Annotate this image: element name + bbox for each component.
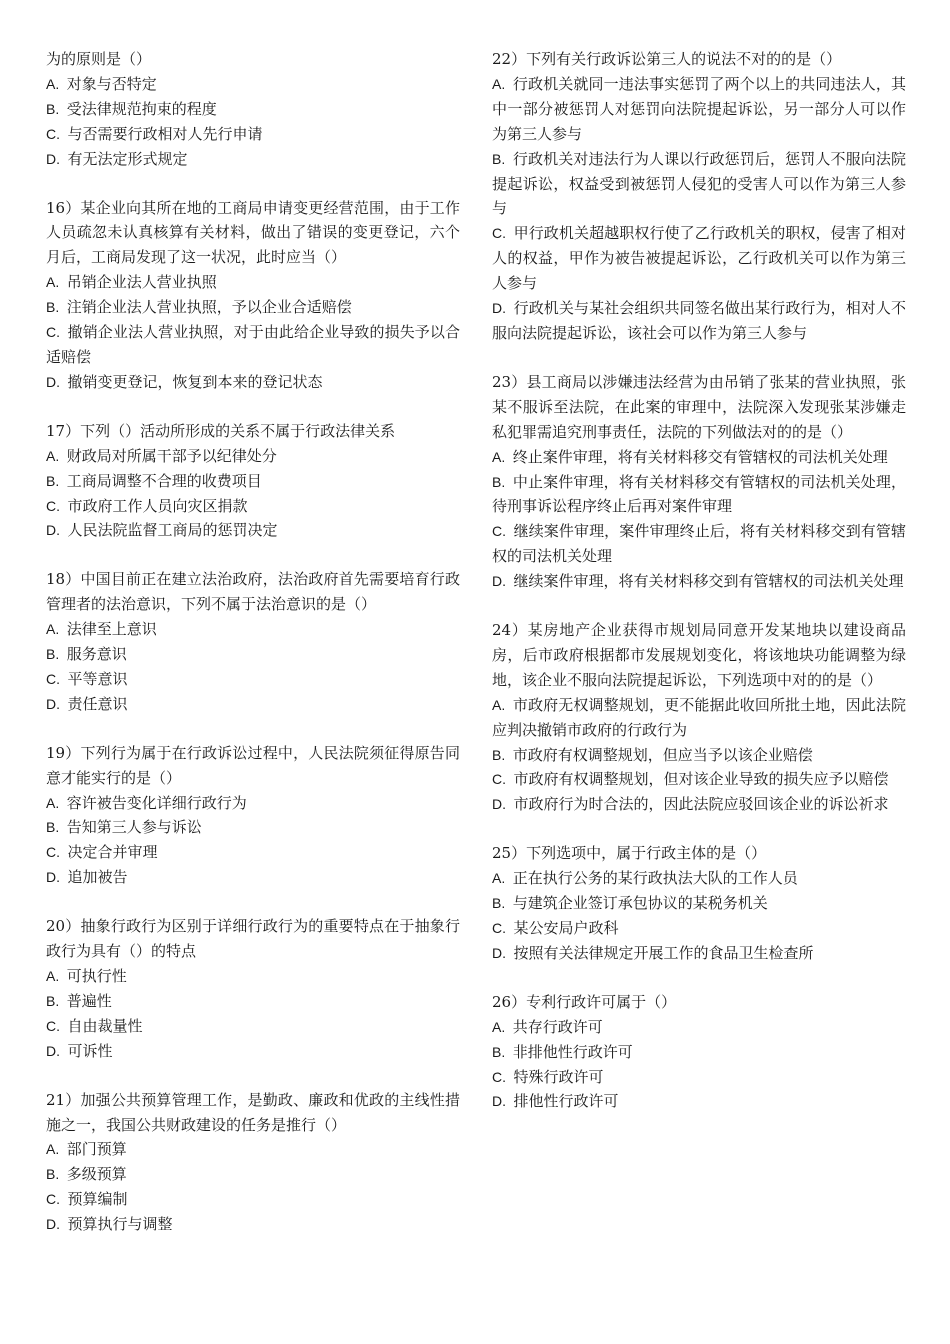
option-text: 告知第三人参与诉讼 [66, 818, 202, 837]
option-text: 服务意识 [66, 645, 127, 664]
option-text: 按照有关法律规定开展工作的食品卫生检查所 [513, 943, 814, 962]
question-block [46, 47, 460, 172]
option-letter: B. [46, 1166, 60, 1183]
question-stem: 20）抽象行政行为区别于详细行政行为的重要特点在于抽象行政行为具有（）的特点 [46, 917, 460, 961]
option-letter: C. [492, 920, 506, 936]
answer-option [46, 964, 460, 989]
answer-option [46, 1137, 460, 1162]
answer-option [46, 1039, 460, 1064]
option-text: 撤销变更登记，恢复到本来的登记状态 [67, 372, 323, 391]
option-letter: A. [492, 75, 506, 92]
option-text: 预算编制 [67, 1190, 128, 1209]
option-letter: D. [46, 373, 60, 390]
option-letter: B. [492, 150, 506, 167]
option-text: 继续案件审理，将有关材料移交到有管辖权的司法机关处理 [513, 572, 904, 591]
option-letter: C. [46, 497, 60, 514]
option-letter: C. [492, 1068, 506, 1085]
right-column [492, 47, 906, 1138]
answer-option [46, 122, 460, 147]
option-letter: D. [46, 695, 60, 712]
answer-option [492, 72, 906, 147]
option-text: 财政局对所属干部予以纪律处分 [66, 446, 277, 465]
option-text: 工商局调整不合理的收费项目 [66, 471, 262, 490]
answer-option [46, 72, 460, 97]
answer-option [46, 815, 460, 840]
answer-option [492, 1089, 906, 1114]
option-text: 自由裁量性 [67, 1016, 143, 1035]
answer-option [492, 519, 906, 569]
answer-option [492, 693, 906, 743]
answer-option [46, 270, 460, 295]
option-letter: B. [492, 1043, 506, 1060]
option-text: 普遍性 [66, 991, 112, 1010]
option-letter: D. [46, 522, 60, 539]
option-letter: A. [46, 621, 60, 638]
answer-option [46, 494, 460, 519]
answer-option [492, 1040, 906, 1065]
question-block [492, 47, 906, 346]
answer-option [46, 1212, 460, 1237]
option-text: 可执行性 [66, 967, 127, 985]
answer-option [46, 840, 460, 865]
option-text: 人民法院监督工商局的惩罚决定 [67, 521, 278, 540]
question-stem: 16）某企业向其所在地的工商局申请变更经营范围，由于工作人员疏忽未认真核算有关材料，做出了错误的变更登记，六个月后，工商局发现了这一状况，此时应当（） [46, 198, 460, 267]
option-text: 吊销企业法人营业执照 [66, 273, 217, 292]
question-block [492, 618, 906, 817]
answer-option [46, 295, 460, 320]
question-stem: 为的原则是（） [46, 50, 152, 68]
option-text: 行政机关就同一违法事实惩罚了两个以上的共同违法人，其中一部分被惩罚人对惩罚向法院提起诉讼，另一部分人可以作为第三人参与 [492, 74, 906, 143]
answer-option [492, 445, 906, 470]
question-block [492, 370, 906, 594]
option-text: 容许被告变化详细行政行为 [66, 793, 247, 812]
option-letter: A. [492, 448, 506, 465]
option-text: 对象与否特定 [66, 74, 157, 93]
option-text: 追加被告 [67, 868, 128, 887]
option-text: 预算执行与调整 [67, 1215, 173, 1234]
option-letter: A. [46, 75, 60, 92]
option-letter: B. [46, 100, 60, 117]
answer-option [46, 370, 460, 395]
option-text: 行政机关对违法行为人课以行政惩罚后，惩罚人不服向法院提起诉讼，权益受到被惩罚人侵犯的受害人可以作为第三人参与 [492, 149, 906, 218]
answer-option [492, 296, 906, 346]
option-text: 终止案件审理，将有关材料移交有管辖权的司法机关处理 [512, 447, 888, 466]
question-stem: 17）下列（）活动所形成的关系不属于行政法律关系 [46, 421, 396, 440]
question-stem: 23）县工商局以涉嫌违法经营为由吊销了张某的营业执照，张某不服诉至法院，在此案的审理中，法院深入发现张某涉嫌走私犯罪需追究刑事责任，法院的下列做法对的的是（） [492, 372, 906, 441]
option-letter: D. [46, 1042, 60, 1059]
option-letter: C. [46, 1017, 60, 1034]
answer-option [46, 1014, 460, 1039]
answer-option [46, 667, 460, 692]
option-text: 继续案件审理，案件审理终止后，将有关材料移交到有管辖权的司法机关处理 [492, 522, 906, 566]
answer-option [46, 1162, 460, 1187]
answer-option [46, 97, 460, 122]
answer-option [492, 941, 906, 966]
option-text: 行政机关与某社会组织共同签名做出某行政行为，相对人不服向法院提起诉讼，该社会可以作为第三人参与 [492, 299, 906, 342]
option-text: 共存行政许可 [512, 1017, 603, 1036]
option-letter: A. [46, 447, 60, 464]
option-text: 某公安局户政科 [513, 919, 619, 937]
option-letter: A. [46, 274, 60, 291]
answer-option [46, 320, 460, 370]
answer-option [492, 792, 906, 817]
question-block [46, 914, 460, 1063]
option-letter: C. [46, 670, 60, 687]
answer-option [46, 989, 460, 1014]
question-stem: 21）加强公共预算管理工作，是勤政、廉政和优政的主线性措施之一，我国公共财政建设的任务是推行（） [46, 1090, 460, 1134]
answer-option [492, 569, 906, 594]
option-letter: D. [46, 150, 60, 167]
answer-option [492, 1065, 906, 1090]
option-text: 有无法定形式规定 [67, 149, 188, 168]
option-letter: A. [46, 1141, 60, 1158]
answer-option [46, 791, 460, 816]
option-letter: B. [46, 992, 60, 1009]
option-letter: D. [46, 869, 60, 886]
question-stem: 19）下列行为属于在行政诉讼过程中，人民法院须征得原告同意才能实行的是（） [46, 743, 460, 787]
option-text: 与建筑企业签订承包协议的某税务机关 [512, 894, 768, 913]
option-letter: C. [46, 125, 60, 142]
option-letter: B. [46, 646, 60, 663]
option-letter: D. [492, 300, 506, 317]
option-letter: D. [492, 573, 506, 590]
option-letter: A. [492, 1018, 506, 1035]
answer-option [492, 470, 906, 520]
option-text: 正在执行公务的某行政执法大队的工作人员 [512, 869, 798, 888]
question-block [46, 1088, 460, 1237]
answer-option [46, 147, 460, 172]
option-letter: B. [492, 895, 506, 912]
option-text: 撤销企业法人营业执照，对于由此给企业导致的损失予以合适赔偿 [46, 323, 460, 366]
question-block [46, 196, 460, 395]
answer-option [46, 692, 460, 717]
option-text: 责任意识 [67, 694, 128, 713]
question-stem: 18）中国目前正在建立法治政府，法治政府首先需要培育行政管理者的法治意识，下列不属于法治意识的是（） [46, 570, 460, 614]
answer-option [492, 891, 906, 916]
question-block [46, 419, 460, 544]
option-text: 市政府工作人员向灾区捐款 [67, 496, 248, 515]
option-letter: C. [46, 324, 60, 341]
answer-option [46, 642, 460, 667]
answer-option [492, 221, 906, 296]
question-stem: 24）某房地产企业获得市规划局同意开发某地块以建设商品房，后市政府根据都市发展规划变化，将该地块功能调整为绿地，该企业不服向法院提起诉讼，下列选项中对的的是（） [492, 621, 906, 689]
option-letter: D. [492, 944, 506, 961]
answer-option [492, 916, 906, 941]
option-text: 与否需要行政相对人先行申请 [67, 124, 263, 143]
option-text: 甲行政机关超越职权行使了乙行政机关的职权，侵害了相对人的权益，甲作为被告被提起诉讼，乙行政机关可以作为第三人参与 [492, 224, 906, 293]
option-letter: B. [492, 473, 506, 490]
option-text: 部门预算 [66, 1140, 127, 1159]
option-letter: D. [492, 796, 506, 813]
option-text: 非排他性行政许可 [512, 1042, 633, 1061]
option-text: 特殊行政许可 [513, 1067, 604, 1086]
option-text: 决定合并审理 [67, 843, 158, 862]
option-letter: B. [46, 472, 60, 489]
answer-option [46, 518, 460, 543]
option-text: 市政府行为时合法的，因此法院应驳回该企业的诉讼祈求 [513, 795, 889, 814]
option-letter: C. [492, 225, 506, 242]
option-letter: B. [46, 819, 60, 836]
option-text: 受法律规范拘束的程度 [66, 99, 217, 118]
option-letter: A. [46, 968, 60, 984]
option-letter: C. [46, 844, 60, 861]
question-stem: 25）下列选项中，属于行政主体的是（） [492, 844, 767, 863]
option-text: 中止案件审理，将有关材料移交有管辖权的司法机关处理，待刑事诉讼程序终止后再对案件审理 [492, 472, 906, 516]
answer-option [46, 865, 460, 890]
option-letter: B. [46, 299, 60, 316]
question-block [492, 990, 906, 1115]
question-block [46, 741, 460, 890]
option-text: 多级预算 [66, 1165, 127, 1184]
answer-option [46, 1187, 460, 1212]
option-text: 可诉性 [67, 1041, 113, 1060]
answer-option [46, 469, 460, 494]
option-letter: C. [492, 523, 506, 540]
option-text: 平等意识 [67, 669, 128, 688]
option-text: 注销企业法人营业执照，予以企业合适赔偿 [66, 298, 352, 317]
option-text: 法律至上意识 [66, 620, 157, 639]
option-letter: B. [492, 746, 506, 763]
answer-option [492, 147, 906, 222]
question-block [492, 841, 906, 966]
option-letter: C. [492, 771, 506, 788]
option-letter: C. [46, 1191, 60, 1208]
option-letter: A. [46, 794, 60, 811]
option-letter: A. [492, 696, 506, 713]
answer-option [492, 767, 906, 792]
option-text: 排他性行政许可 [513, 1092, 619, 1111]
answer-option [46, 444, 460, 469]
option-letter: D. [492, 1093, 506, 1110]
answer-option [492, 743, 906, 768]
question-stem: 22）下列有关行政诉讼第三人的说法不对的的是（） [492, 50, 842, 68]
question-block [46, 567, 460, 716]
question-stem: 26）专利行政许可属于（） [492, 992, 677, 1011]
answer-option [46, 617, 460, 642]
option-text: 市政府无权调整规划，更不能据此收回所批土地，因此法院应判决撤销市政府的行政行为 [492, 695, 906, 739]
answer-option [492, 866, 906, 891]
left-column [46, 47, 460, 1261]
option-letter: D. [46, 1216, 60, 1233]
option-text: 市政府有权调整规划，但对该企业导致的损失应予以赔偿 [513, 770, 889, 789]
answer-option [492, 1015, 906, 1040]
option-letter: A. [492, 870, 506, 887]
option-text: 市政府有权调整规划，但应当予以该企业赔偿 [512, 745, 813, 764]
